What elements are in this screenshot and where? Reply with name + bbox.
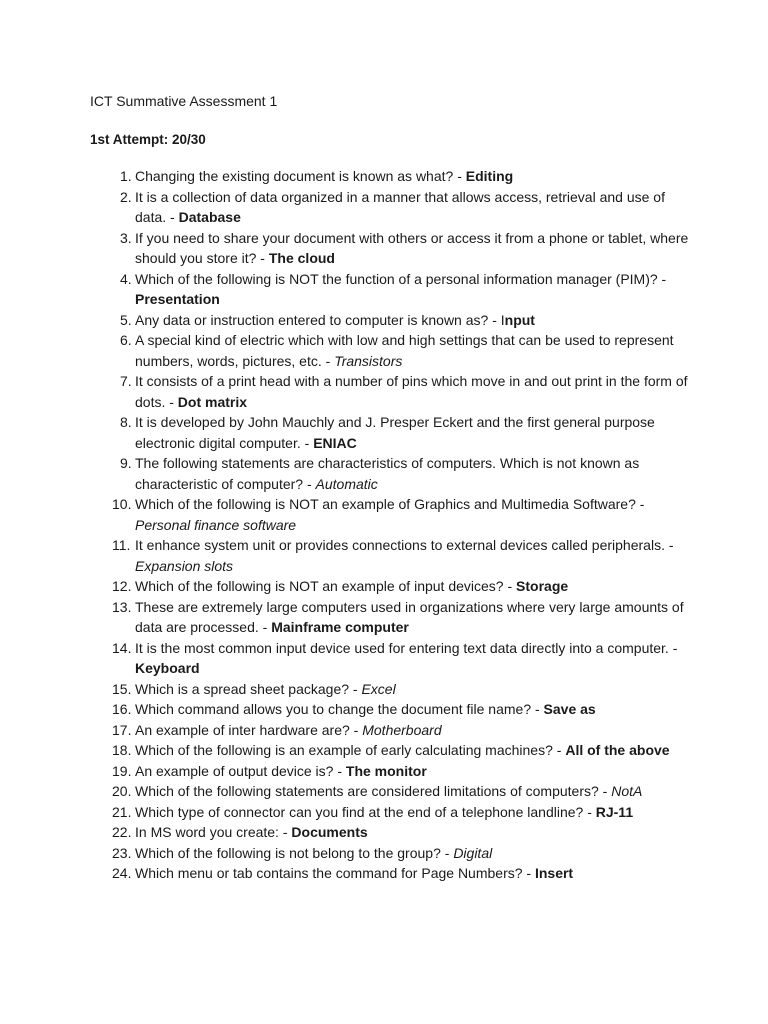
item-number: 20.: [112, 783, 132, 799]
answer-text: NotA: [611, 783, 643, 799]
answer-text: Dot matrix: [177, 393, 248, 410]
answer-text: Editing: [465, 168, 514, 184]
list-item: [90, 576, 690, 597]
list-item: [90, 228, 690, 269]
answer-text: Insert: [534, 865, 574, 881]
item-number: 9.: [120, 455, 132, 471]
item-number: 16.: [112, 701, 132, 717]
question-text: Which of the following statements are considered limitations of computers? -: [135, 783, 612, 799]
answer-text: The cloud: [268, 250, 335, 266]
item-number: 13.: [112, 598, 132, 615]
question-text: If you need to share your document with others or access it from a phone or tablet, where should you store it? -: [135, 229, 689, 266]
question-list: [90, 166, 690, 884]
item-number: 3.: [120, 229, 132, 246]
item-number: 12.: [112, 578, 132, 594]
answer-text: Personal finance software: [135, 516, 297, 533]
answer-text: All of the above: [565, 742, 670, 758]
item-number: 17.: [112, 721, 132, 738]
item-number: 8.: [120, 414, 132, 430]
answer-text: Digital: [453, 844, 493, 861]
item-number: 24.: [112, 865, 132, 881]
list-item: [90, 371, 690, 412]
item-number: 18.: [112, 742, 132, 758]
document-title: ICT Summative Assessment 1: [90, 93, 278, 109]
item-number: 11.: [112, 537, 131, 553]
answer-text: Database: [178, 209, 241, 225]
question-text: Which of the following is NOT an example of Graphics and Multimedia Software? -: [135, 496, 645, 512]
question-text: It is developed by John Mauchly and J. Presper Eckert and the first general purpose electronic digital computer. -: [135, 414, 655, 451]
question-text: An example of output device is? -: [135, 762, 346, 779]
answer-text: The monitor: [345, 762, 427, 779]
question-text: Which is a spread sheet package? -: [135, 680, 362, 697]
list-item: [90, 535, 690, 576]
list-item: [90, 310, 690, 331]
answer-text: Expansion slots: [135, 557, 234, 574]
answer-text: Excel: [361, 680, 396, 697]
list-item: [90, 494, 690, 535]
answer-text: Presentation: [135, 291, 220, 307]
list-item: [90, 187, 690, 228]
answer-text: Motherboard: [362, 721, 442, 738]
answer-text: Save as: [543, 701, 596, 717]
list-item: [90, 330, 690, 371]
answer-text: Storage: [516, 578, 569, 594]
item-number: 6.: [120, 332, 132, 348]
question-text: It is a collection of data organized in a manner that allows access, retrieval and use of data. -: [135, 188, 665, 225]
item-number: 19.: [112, 762, 132, 779]
list-item: [90, 412, 690, 453]
question-text: Which of the following is not belong to the group? -: [135, 844, 454, 861]
attempt-score: 1st Attempt: 20/30: [90, 132, 206, 147]
question-text: It consists of a print head with a number of pins which move in and out print in the form of dots. -: [135, 373, 688, 410]
answer-text: Documents: [291, 824, 368, 840]
answer-text: nput: [504, 311, 535, 328]
list-item: [90, 699, 690, 720]
question-text: Any data or instruction entered to computer is known as? - I: [135, 311, 505, 328]
list-item: [90, 863, 690, 884]
list-item: [90, 720, 690, 741]
question-text: An example of inter hardware are? -: [135, 721, 363, 738]
item-number: 5.: [120, 311, 132, 328]
item-number: 2.: [120, 188, 132, 205]
item-number: 14.: [112, 639, 132, 656]
question-text: Which type of connector can you find at the end of a telephone landline? -: [135, 803, 596, 820]
list-item: [90, 679, 690, 700]
question-text: Which of the following is NOT an example of input devices? -: [135, 578, 517, 594]
answer-text: ENIAC: [313, 434, 357, 451]
question-text: Which of the following is an example of early calculating machines? -: [135, 742, 566, 758]
list-item: [90, 638, 690, 679]
answer-text: RJ-11: [595, 803, 634, 820]
question-text: Which command allows you to change the document file name? -: [135, 701, 544, 717]
item-number: 4.: [120, 270, 132, 287]
answer-text: Keyboard: [135, 660, 200, 676]
list-item: [90, 843, 690, 864]
item-number: 23.: [112, 844, 132, 861]
list-item: [90, 453, 690, 494]
list-item: [90, 166, 690, 187]
question-text: It enhance system unit or provides connections to external devices called peripherals. -: [135, 537, 674, 553]
answer-text: Mainframe computer: [271, 619, 409, 635]
item-number: 7.: [120, 373, 132, 389]
list-item: [90, 802, 690, 823]
item-number: 21.: [112, 803, 132, 820]
list-item: [90, 740, 690, 761]
item-number: 1.: [120, 168, 132, 184]
list-item: [90, 781, 690, 802]
question-text: The following statements are characteristics of computers. Which is not known as characteristic of computer? -: [135, 455, 640, 492]
list-item: [90, 597, 690, 638]
question-text: A special kind of electric which with low and high settings that can be used to represent numbers, words, pictures, etc. -: [135, 332, 674, 369]
question-text: It is the most common input device used for entering text data directly into a computer. -: [135, 639, 678, 656]
list-item: [90, 269, 690, 310]
item-number: 15.: [112, 680, 132, 697]
item-number: 10.: [112, 496, 132, 512]
list-item: [90, 761, 690, 782]
question-text: In MS word you create: -: [135, 824, 292, 840]
item-number: 22.: [112, 824, 132, 840]
question-text: Which of the following is NOT the function of a personal information manager (PIM)? -: [135, 270, 667, 287]
answer-text: Automatic: [315, 475, 378, 492]
question-text: Changing the existing document is known as what? -: [135, 168, 466, 184]
answer-text: Transistors: [334, 352, 403, 369]
question-text: These are extremely large computers used in organizations where very large amounts of data are processed. -: [135, 598, 684, 635]
question-text: Which menu or tab contains the command for Page Numbers? -: [135, 865, 535, 881]
list-item: [90, 822, 690, 843]
